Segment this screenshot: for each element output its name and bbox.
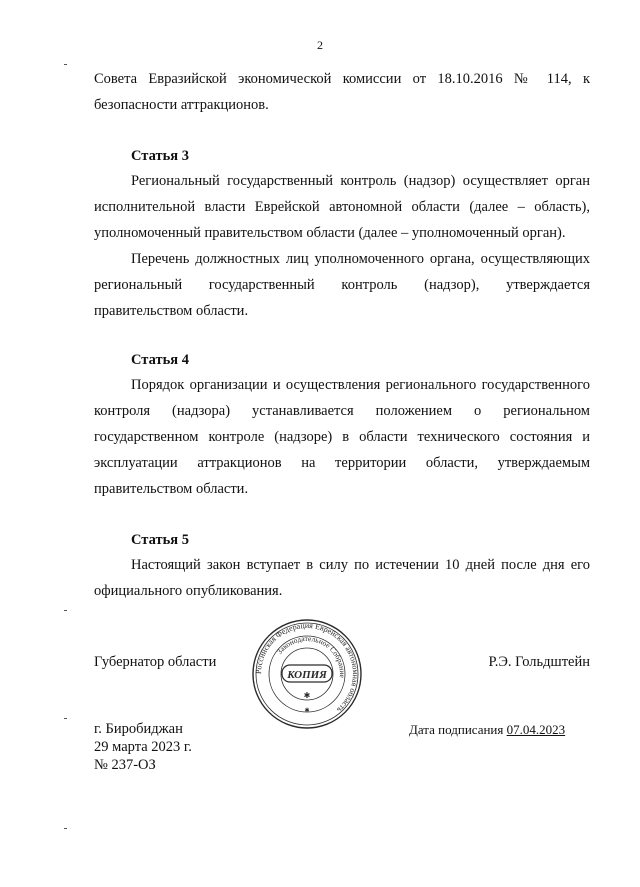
article-5-heading: Статья 5 bbox=[131, 532, 189, 548]
margin-mark bbox=[64, 64, 67, 65]
page-number: 2 bbox=[317, 38, 323, 52]
signature-position: Губернатор области bbox=[94, 654, 217, 670]
article-3-paragraph-1: Региональный государственный контроль (надзор) осуществляет орган исполнительной власти Еврейской автономной области (далее – область), уполномоченный правительством области (далее – уполномоченный орган). bbox=[94, 173, 590, 241]
svg-text:✱: ✱ bbox=[304, 708, 310, 714]
article-5-paragraph-1: Настоящий закон вступает в силу по истечении 10 дней после дня его официального опубликования. bbox=[94, 557, 590, 599]
seal-center-text: КОПИЯ bbox=[287, 669, 327, 681]
article-4-heading: Статья 4 bbox=[131, 352, 189, 368]
signing-date-block bbox=[409, 720, 565, 740]
signing-date-label: Дата подписания bbox=[409, 722, 504, 737]
svg-text:✱: ✱ bbox=[303, 691, 311, 700]
law-number: № 237-ОЗ bbox=[94, 757, 156, 773]
signing-date-value: 07.04.2023 bbox=[506, 722, 566, 737]
signature-name: Р.Э. Гольдштейн bbox=[488, 654, 590, 670]
margin-mark bbox=[64, 610, 67, 611]
seal-outer-text: Российская Федерация Еврейская автономная область bbox=[253, 620, 361, 715]
signing-place: г. Биробиджан bbox=[94, 721, 183, 737]
official-seal-icon bbox=[251, 618, 363, 730]
article-3-paragraph-2: Перечень должностных лиц уполномоченного органа, осуществляющих региональный государственный контроль (надзор), утверждается правительством области. bbox=[94, 251, 590, 319]
article-4-paragraph-1: Порядок организации и осуществления регионального государственного контроля (надзора) устанавливается положением о региональном государственном контроле (надзоре) в области технического состояния и эксплуатации аттракционов на территории области, утверждаемым правительством области. bbox=[94, 377, 590, 497]
article-3-heading: Статья 3 bbox=[131, 148, 189, 164]
seal-inner-text: Законодательное Собрание bbox=[274, 633, 348, 679]
intro-paragraph: Совета Евразийской экономической комиссии от 18.10.2016 № 114, к безопасности аттракционов. bbox=[94, 71, 590, 113]
margin-mark bbox=[64, 718, 67, 719]
margin-mark bbox=[64, 828, 67, 829]
signing-date-text: 29 марта 2023 г. bbox=[94, 739, 192, 755]
